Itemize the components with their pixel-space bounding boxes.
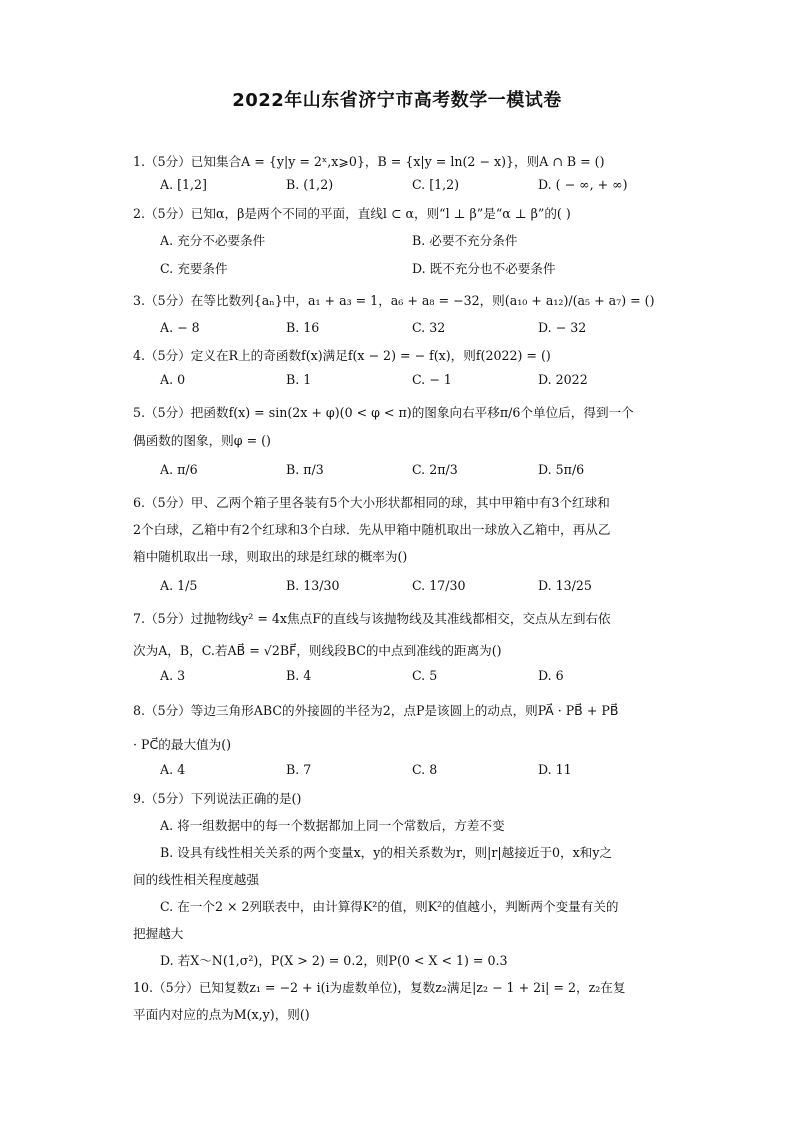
question-7-stem-line-1: 7.（5分）过抛物线y² = 4x焦点F的直线与该抛物线及其准线都相交，交点从左到右依 (133, 611, 611, 626)
question-1-option-b: B. (1,2) (286, 177, 334, 192)
question-1-stem: 1.（5分）已知集合A = {y|y = 2ˣ,x⩾0}，B = {x|y = ln(2 − x)}，则A ∩ B = () (133, 154, 605, 169)
question-7-stem-line-2: 次为A，B，C.若AB⃗ = √2BF⃗，则线段BC的中点到准线的距离为() (133, 643, 502, 658)
question-7-option-b: B. 4 (286, 668, 312, 683)
question-8-option-c: C. 8 (412, 762, 438, 777)
question-4-option-c: C. − 1 (412, 372, 452, 387)
question-4-option-d: D. 2022 (538, 372, 588, 387)
question-9-option-b-line-2: 间的线性相关程度越强 (133, 872, 259, 887)
question-6-stem-line-3: 箱中随机取出一球，则取出的球是红球的概率为() (133, 549, 408, 564)
question-1-option-a: A. [1,2] (160, 177, 207, 192)
question-2-option-b: B. 必要不充分条件 (412, 233, 518, 248)
question-10-stem-line-2: 平面内对应的点为M(x,y)，则() (133, 1007, 310, 1022)
question-1-option-c: C. [1,2) (412, 177, 460, 192)
question-3-option-c: C. 32 (412, 320, 446, 335)
question-3-stem: 3.（5分）在等比数列{aₙ}中，a₁ + a₃ = 1，a₆ + a₈ = −32，则(a₁₀ + a₁₂)/(a₅ + a₇) = () (133, 293, 655, 308)
question-2-option-c: C. 充要条件 (160, 261, 228, 276)
question-9-option-c-line-1: C. 在一个2 × 2列联表中，由计算得K²的值，则K²的值越小，判断两个变量有关的 (160, 899, 619, 914)
question-8-option-a: A. 4 (160, 762, 186, 777)
question-5-stem-line-2: 偶函数的图象，则φ = () (133, 433, 271, 448)
question-8-option-d: D. 11 (538, 762, 572, 777)
question-6-stem-line-2: 2个白球，乙箱中有2个红球和3个白球．先从甲箱中随机取出一球放入乙箱中，再从乙 (133, 522, 611, 537)
question-2-stem: 2.（5分）已知α，β是两个不同的平面，直线l ⊂ α，则“l ⊥ β”是“α ⊥ β”的( ) (133, 206, 571, 221)
question-7-option-a: A. 3 (160, 668, 186, 683)
question-7-option-c: C. 5 (412, 668, 438, 683)
question-6-option-d: D. 13/25 (538, 578, 592, 593)
question-3-option-a: A. − 8 (160, 320, 200, 335)
question-9-option-c-line-2: 把握越大 (133, 926, 184, 941)
question-8-stem-line-2: · PC⃗的最大值为() (133, 737, 232, 752)
exam-title: 2022年山东省济宁市高考数学一模试卷 (232, 90, 562, 111)
question-5-option-a: A. π/6 (160, 462, 198, 477)
question-10-stem-line-1: 10.（5分）已知复数z₁ = −2 + i(i为虚数单位)，复数z₂满足|z₂ − 1 + 2i| = 2，z₂在复 (133, 980, 626, 995)
question-4-option-b: B. 1 (286, 372, 312, 387)
question-3-option-d: D. − 32 (538, 320, 587, 335)
question-2-option-a: A. 充分不必要条件 (160, 233, 266, 248)
question-3-option-b: B. 16 (286, 320, 320, 335)
question-6-stem-line-1: 6.（5分）甲、乙两个箱子里各装有5个大小形状都相同的球，其中甲箱中有3个红球和 (133, 495, 610, 510)
question-5-option-d: D. 5π/6 (538, 462, 585, 477)
question-4-option-a: A. 0 (160, 372, 186, 387)
question-5-option-c: C. 2π/3 (412, 462, 458, 477)
question-4-stem: 4.（5分）定义在R上的奇函数f(x)满足f(x − 2) = − f(x)，则f(2022) = () (133, 348, 551, 363)
question-9-option-b-line-1: B. 设具有线性相关关系的两个变量x，y的相关系数为r，则|r|越接近于0，x和y之 (160, 845, 613, 860)
question-5-option-b: B. π/3 (286, 462, 324, 477)
question-9-option-d: D. 若X～N(1,σ²)，P(X > 2) = 0.2，则P(0 < X < 1) = 0.3 (160, 953, 508, 968)
question-6-option-c: C. 17/30 (412, 578, 466, 593)
question-8-option-b: B. 7 (286, 762, 312, 777)
question-6-option-b: B. 13/30 (286, 578, 340, 593)
question-6-option-a: A. 1/5 (160, 578, 198, 593)
question-9-option-a: A. 将一组数据中的每一个数据都加上同一个常数后，方差不变 (160, 818, 505, 833)
question-1-option-d: D. ( − ∞, + ∞) (538, 177, 628, 192)
question-9-stem: 9.（5分）下列说法正确的是() (133, 791, 302, 806)
question-7-option-d: D. 6 (538, 668, 564, 683)
question-2-option-d: D. 既不充分也不必要条件 (412, 261, 556, 276)
question-8-stem-line-1: 8.（5分）等边三角形ABC的外接圆的半径为2，点P是该圆上的动点，则PA⃗ · PB⃗ + PB⃗ (133, 703, 619, 718)
question-5-stem-line-1: 5.（5分）把函数f(x) = sin(2x + φ)(0 < φ < π)的图象向右平移π/6个单位后，得到一个 (133, 405, 634, 420)
